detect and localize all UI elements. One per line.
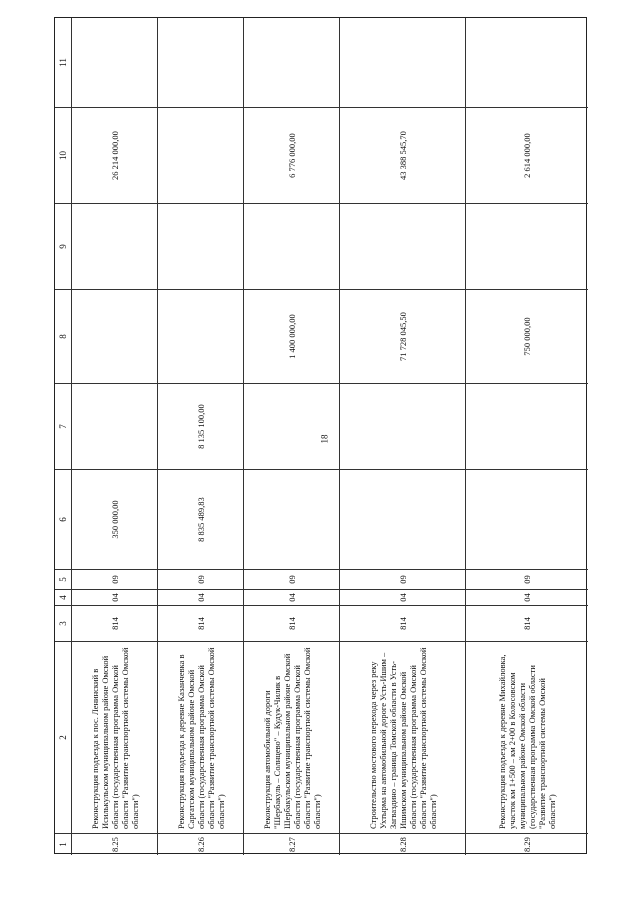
table-header-row bbox=[55, 18, 72, 855]
col-10-value: 6 776 000,00 bbox=[244, 107, 339, 203]
col-3-value: 814 bbox=[244, 605, 339, 641]
row-name: Строительство мостового перехода через реку Ухтырма на автомобильной дороге Усть-Ишим – Загваздино – граница Томской области в Усть-Ишимском муниципальном районе Омской области (государственная программа Омской области "Развитие транспортной системы Омской области") bbox=[340, 641, 465, 833]
col-10-value bbox=[158, 107, 243, 203]
table-row bbox=[158, 18, 244, 855]
header-col-2: 2 bbox=[55, 641, 71, 833]
row-name: Реконструкция подъезда к пос. Ленинский в Исилькульском муниципальном районе Омской области (государственная программа Омской области "Развитие транспортной системы Омской области") bbox=[72, 641, 157, 833]
row-name: Реконструкция автомобильной дороги "Шербакуль – Солнцево" – Кудук-Чилик в Шербакульском муниципальном районе Омской области (государственная программа Омской области "Развитие транспортной системы Омской области") bbox=[244, 641, 339, 833]
col-8-value: 1 400 000,00 bbox=[244, 289, 339, 383]
col-7-value bbox=[340, 383, 465, 469]
row-number: 8.29 bbox=[466, 833, 588, 855]
col-5-value: 09 bbox=[466, 569, 588, 589]
col-3-value: 814 bbox=[466, 605, 588, 641]
col-10-value: 2 614 000,00 bbox=[466, 107, 588, 203]
col-5-value: 09 bbox=[244, 569, 339, 589]
col-3-value: 814 bbox=[340, 605, 465, 641]
col-9-value bbox=[340, 203, 465, 289]
table-row bbox=[244, 18, 340, 855]
row-number: 8.28 bbox=[340, 833, 465, 855]
row-name: Реконструкция подъезда к деревне Михайловка, участок км 1+500 – км 2+00 в Колосовском муниципальном районе Омской области (государственная программа Омской области "Развитие транспортной системы Омской области") bbox=[466, 641, 588, 833]
col-5-value: 09 bbox=[72, 569, 157, 589]
col-5-value: 09 bbox=[340, 569, 465, 589]
col-3-value: 814 bbox=[158, 605, 243, 641]
table-row bbox=[466, 18, 588, 855]
header-col-9: 9 bbox=[55, 203, 71, 289]
col-8-value bbox=[72, 289, 157, 383]
col-7-value bbox=[244, 383, 339, 469]
col-4-value: 04 bbox=[340, 589, 465, 605]
col-5-value: 09 bbox=[158, 569, 243, 589]
col-8-value bbox=[158, 289, 243, 383]
col-4-value: 04 bbox=[466, 589, 588, 605]
col-4-value: 04 bbox=[244, 589, 339, 605]
header-col-8: 8 bbox=[55, 289, 71, 383]
header-col-6: 6 bbox=[55, 469, 71, 569]
col-6-value: 350 000,00 bbox=[72, 469, 157, 569]
col-8-value: 750 000,00 bbox=[466, 289, 588, 383]
col-7-value bbox=[72, 383, 157, 469]
header-col-11: 11 bbox=[58, 58, 68, 67]
col-4-value: 04 bbox=[158, 589, 243, 605]
col-4-value: 04 bbox=[72, 589, 157, 605]
table-row bbox=[72, 18, 158, 855]
header-col-3: 3 bbox=[55, 605, 71, 641]
row-number: 8.26 bbox=[158, 833, 243, 855]
col-11-value bbox=[244, 18, 339, 107]
col-11-value bbox=[466, 18, 588, 107]
row-name: Реконструкция подъезда к деревне Казанчевка в Саргатском муниципальном районе Омской области (государственная программа Омской области "Развитие транспортной системы Омской области") bbox=[158, 641, 243, 833]
header-col-10: 10 bbox=[55, 107, 71, 203]
header-col-5: 5 bbox=[55, 569, 71, 589]
col-9-value bbox=[158, 203, 243, 289]
col-6-value bbox=[466, 469, 588, 569]
col-6-value bbox=[340, 469, 465, 569]
col-10-value: 26 214 000,00 bbox=[72, 107, 157, 203]
row-number: 8.27 bbox=[244, 833, 339, 855]
col-6-value: 8 835 489,83 bbox=[158, 469, 243, 569]
row-number: 8.25 bbox=[72, 833, 157, 855]
col-3-value: 814 bbox=[72, 605, 157, 641]
header-col-7: 7 bbox=[55, 383, 71, 469]
col-9-value bbox=[72, 203, 157, 289]
col-8-value: 71 728 045,50 bbox=[340, 289, 465, 383]
table-row bbox=[340, 18, 466, 855]
col-9-value bbox=[466, 203, 588, 289]
header-col-4: 4 bbox=[55, 589, 71, 605]
col-10-value: 43 388 545,70 bbox=[340, 107, 465, 203]
col-11-value bbox=[340, 18, 465, 107]
budget-table bbox=[54, 17, 587, 854]
col-7-value bbox=[466, 383, 588, 469]
page-number: 18 bbox=[319, 434, 330, 444]
header-col-1: 1 bbox=[55, 833, 71, 855]
col-6-value bbox=[244, 469, 339, 569]
col-9-value bbox=[244, 203, 339, 289]
col-7-value: 8 135 100,00 bbox=[158, 383, 243, 469]
col-11-value bbox=[72, 18, 157, 107]
col-11-value bbox=[158, 18, 243, 107]
